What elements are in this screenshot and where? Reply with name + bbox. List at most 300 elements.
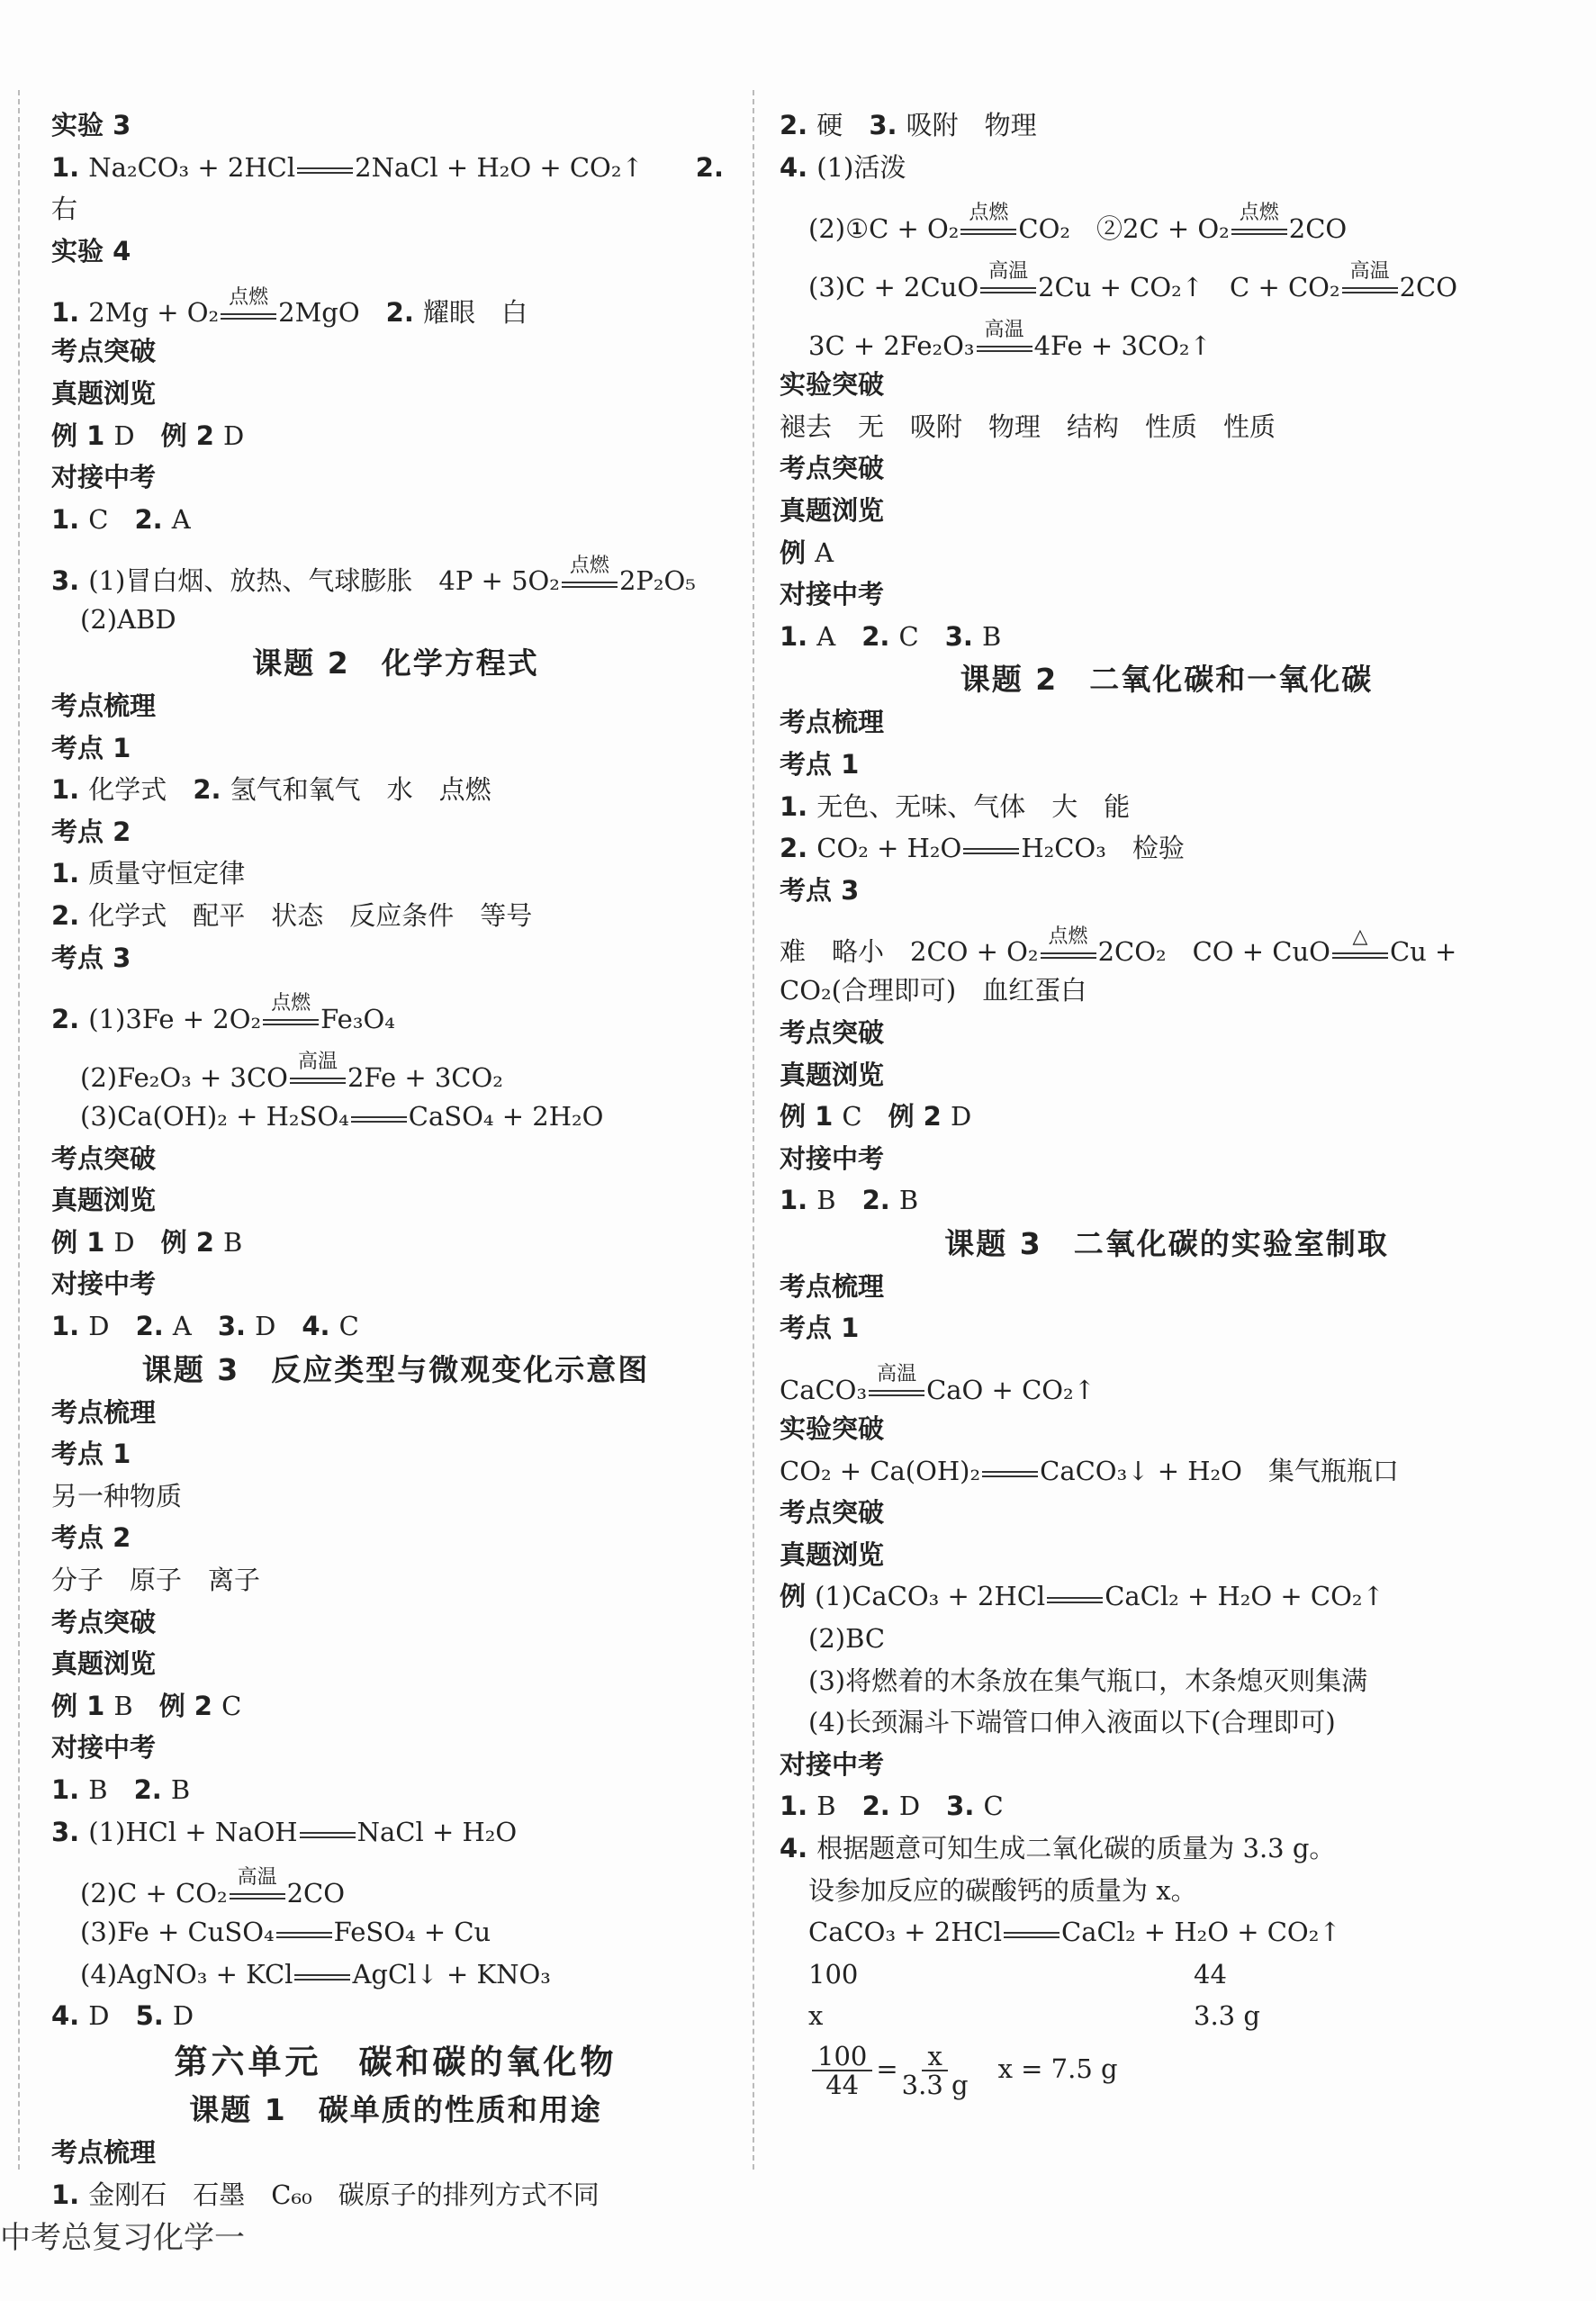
answer-text: 2CO₂ CO + CuO bbox=[1097, 936, 1330, 968]
reaction-equals-sign bbox=[228, 1866, 287, 1900]
answer-line bbox=[51, 1954, 740, 1996]
answer-text: B bbox=[816, 1791, 862, 1822]
answer-text: (1)3Fe + 2O₂ bbox=[88, 1004, 262, 1035]
section-heading: 考点梳理 bbox=[780, 707, 885, 738]
answer-text: A bbox=[172, 1311, 218, 1342]
answer-text: CaCl₂ + H₂O + CO₂↑ bbox=[1061, 1917, 1341, 1948]
answer-text: C bbox=[983, 1791, 1004, 1822]
reaction-condition: 高温 bbox=[297, 1051, 338, 1074]
double-line bbox=[351, 1116, 407, 1123]
item-number: 例 2 bbox=[158, 1690, 222, 1721]
reaction-condition: 点燃 bbox=[569, 554, 609, 577]
answer-text: 吸附 物理 bbox=[906, 110, 1037, 140]
section-heading: 考点梳理 bbox=[51, 2136, 157, 2168]
answer-text: 2MgO bbox=[278, 297, 386, 329]
reaction-condition: 高温 bbox=[1349, 260, 1390, 284]
answer-text: CaCl₂ + H₂O + CO₂↑ bbox=[1105, 1581, 1384, 1612]
lesson-title: 课题 2 化学方程式 bbox=[252, 645, 539, 681]
left-margin-dashed-line bbox=[18, 90, 20, 2170]
item-number: 2. bbox=[133, 1774, 171, 1805]
item-number: 3. bbox=[51, 565, 89, 597]
answer-text: D bbox=[255, 1311, 302, 1342]
answer-line bbox=[780, 188, 1554, 247]
answer-line bbox=[51, 895, 740, 937]
answer-text: C bbox=[338, 1311, 359, 1342]
section-heading: 真题浏览 bbox=[51, 1185, 157, 1216]
answer-line bbox=[51, 1037, 740, 1096]
item-number: 1. bbox=[51, 2179, 89, 2210]
section-heading: 实验 3 bbox=[51, 110, 131, 140]
reaction-equals-sign bbox=[295, 164, 355, 174]
item-number: 4. bbox=[302, 1311, 339, 1342]
answer-text: C bbox=[842, 1101, 888, 1132]
answer-line bbox=[51, 1475, 740, 1518]
reaction-equals-sign bbox=[349, 1114, 409, 1123]
answer-text: 2NaCl + H₂O + CO₂↑ bbox=[355, 151, 696, 183]
item-number: 2. bbox=[51, 1004, 89, 1035]
item-number: 例 1 bbox=[780, 1101, 843, 1132]
section-heading: 对接中考 bbox=[780, 1748, 885, 1780]
answer-line bbox=[51, 853, 740, 895]
answer-text: A bbox=[171, 503, 191, 535]
reaction-condition: 点燃 bbox=[969, 202, 1009, 225]
item-number: 例 bbox=[780, 1581, 816, 1612]
answer-line bbox=[780, 532, 1554, 574]
answer-line bbox=[780, 104, 1554, 147]
answer-line bbox=[51, 1096, 740, 1138]
answer-text: 4Fe + 3CO₂↑ bbox=[1033, 330, 1212, 362]
answer-text: CO₂ ②2C + O₂ bbox=[1018, 213, 1230, 245]
answer-text: D bbox=[113, 420, 161, 451]
answer-text: 2CO bbox=[1288, 213, 1348, 245]
reaction-condition: 高温 bbox=[988, 260, 1029, 284]
answer-line bbox=[780, 786, 1554, 828]
reaction-equals-sign bbox=[298, 1828, 357, 1838]
answer-text: CO₂(合理即可) 血红蛋白 bbox=[780, 975, 1087, 1006]
unit-title: 第六单元 碳和碳的氧化物 bbox=[174, 2042, 618, 2081]
answer-text: B bbox=[113, 1690, 159, 1721]
double-line bbox=[300, 1832, 356, 1838]
answer-text: D bbox=[223, 420, 245, 451]
answer-text: 2Fe + 3CO₂ bbox=[347, 1062, 503, 1094]
double-line bbox=[1332, 952, 1388, 959]
answer-text: C bbox=[221, 1690, 242, 1721]
reaction-equals-sign bbox=[978, 260, 1038, 294]
answer-text: A bbox=[816, 620, 862, 652]
lesson-title: 课题 3 二氧化碳的实验室制取 bbox=[944, 1225, 1389, 1261]
reaction-equals-sign bbox=[560, 554, 619, 588]
reaction-equals-sign bbox=[867, 1363, 926, 1397]
answer-line bbox=[51, 415, 740, 457]
answer-text: (2)BC bbox=[808, 1623, 886, 1655]
double-line bbox=[977, 346, 1032, 352]
reaction-equals-sign bbox=[288, 1051, 347, 1085]
section-heading: 对接中考 bbox=[780, 579, 885, 610]
section-heading: 真题浏览 bbox=[780, 494, 885, 526]
reaction-condition: 点燃 bbox=[229, 285, 269, 309]
numerator: 100 bbox=[812, 2043, 872, 2071]
reaction-equals-sign bbox=[219, 285, 278, 320]
double-line bbox=[963, 848, 1019, 854]
answer-text: B bbox=[898, 1185, 919, 1216]
denominator: 44 bbox=[825, 2069, 860, 2100]
answer-text: B bbox=[88, 1774, 134, 1805]
double-line bbox=[1041, 952, 1096, 959]
answer-text: Fe₃O₄ bbox=[320, 1004, 395, 1035]
answer-text: B bbox=[223, 1226, 243, 1258]
answer-text: CO₂ + H₂O bbox=[816, 833, 962, 864]
double-line bbox=[562, 582, 618, 588]
answer-text: 2P₂O₅ bbox=[618, 565, 696, 597]
item-number: 1. bbox=[51, 774, 89, 806]
double-line bbox=[294, 1974, 350, 1981]
item-number: 1. bbox=[51, 297, 89, 329]
calc-left-value: x bbox=[808, 2000, 824, 2032]
item-number: 1. bbox=[51, 503, 89, 535]
answer-line bbox=[51, 2174, 740, 2216]
answer-text: D bbox=[898, 1791, 947, 1822]
answer-line bbox=[51, 599, 740, 641]
reaction-equals-sign bbox=[1230, 202, 1289, 236]
answer-text: CaCO₃↓ + H₂O 集气瓶瓶口 bbox=[1040, 1455, 1399, 1486]
section-heading: 考点梳理 bbox=[51, 690, 157, 721]
section-heading: 真题浏览 bbox=[51, 1648, 157, 1680]
reaction-equals-sign bbox=[980, 1467, 1040, 1477]
fraction bbox=[901, 2040, 969, 2100]
answer-line bbox=[780, 1179, 1554, 1222]
section-heading: 真题浏览 bbox=[780, 1539, 885, 1570]
reaction-equals-sign bbox=[275, 1929, 334, 1939]
reaction-equals-sign bbox=[1039, 925, 1098, 959]
item-number: 3. bbox=[869, 110, 906, 140]
item-number: 3. bbox=[946, 1791, 984, 1822]
answer-text: (3)将燃着的木条放在集气瓶口，木条熄灭则集满 bbox=[808, 1665, 1368, 1696]
item-number: 1. bbox=[780, 620, 817, 652]
answer-text: D bbox=[88, 1311, 136, 1342]
section-heading: 真题浏览 bbox=[780, 1059, 885, 1090]
section-heading: 考点 3 bbox=[780, 874, 860, 906]
section-heading: 实验 4 bbox=[51, 235, 131, 266]
answer-line bbox=[780, 1450, 1554, 1493]
answer-line bbox=[780, 1911, 1554, 1954]
lesson-title: 课题 3 反应类型与微观变化示意图 bbox=[141, 1351, 650, 1387]
calc-row bbox=[780, 1995, 1554, 2037]
answer-text: C bbox=[88, 503, 135, 535]
answer-text: D bbox=[88, 2000, 136, 2032]
item-number: 4. bbox=[780, 1833, 817, 1863]
item-number: 5. bbox=[135, 2000, 173, 2032]
reaction-condition: 点燃 bbox=[271, 992, 311, 1015]
item-number: 2. bbox=[135, 1311, 173, 1342]
answer-text: (3)Fe + CuSO₄ bbox=[80, 1917, 275, 1948]
answer-text: CaCO₃ + 2HCl bbox=[808, 1917, 1003, 1948]
answer-text: (2)①C + O₂ bbox=[808, 213, 960, 245]
reaction-equals-sign bbox=[975, 319, 1034, 353]
answer-text: 2CO bbox=[1399, 272, 1457, 303]
answer-line bbox=[51, 1911, 740, 1954]
reaction-equals-sign bbox=[1330, 925, 1390, 959]
book-title-footer: 中考总复习化学一 bbox=[0, 2220, 245, 2256]
section-heading: 考点梳理 bbox=[780, 1270, 885, 1302]
section-heading: 考点突破 bbox=[51, 336, 157, 367]
answer-line bbox=[780, 1701, 1554, 1744]
item-number: 2. bbox=[51, 899, 89, 931]
answer-line bbox=[780, 1870, 1554, 1912]
answer-text: NaCl + H₂O bbox=[356, 1816, 518, 1847]
section-heading: 对接中考 bbox=[51, 1732, 157, 1764]
item-number: 1. bbox=[51, 858, 89, 889]
answer-text: 金刚石 石墨 C₆₀ 碳原子的排列方式不同 bbox=[88, 2179, 600, 2210]
reaction-equals-sign bbox=[1045, 1593, 1105, 1603]
double-line bbox=[276, 1932, 332, 1938]
section-heading: 考点 2 bbox=[51, 816, 131, 847]
item-number: 例 1 bbox=[51, 1226, 114, 1258]
answer-text: (1)CaCO₃ + 2HCl bbox=[815, 1581, 1046, 1612]
double-line bbox=[980, 287, 1036, 293]
answer-text: 氢气和氧气 水 点燃 bbox=[230, 774, 491, 806]
reaction-condition: 高温 bbox=[237, 1866, 277, 1890]
answer-text: D bbox=[950, 1101, 972, 1132]
answer-line bbox=[780, 305, 1554, 364]
section-heading: 实验突破 bbox=[780, 369, 885, 401]
answer-line bbox=[51, 1305, 740, 1348]
reaction-condition: 点燃 bbox=[1048, 925, 1088, 948]
answer-text: (1)冒白烟、放热、气球膨胀 4P + 5O₂ bbox=[88, 565, 560, 597]
answer-line bbox=[780, 1785, 1554, 1827]
double-line bbox=[297, 167, 353, 174]
item-number: 2. bbox=[861, 1791, 899, 1822]
reaction-equals-sign bbox=[959, 202, 1018, 236]
section-heading: 对接中考 bbox=[51, 1268, 157, 1300]
reaction-equals-sign bbox=[293, 1972, 352, 1981]
double-line bbox=[1231, 229, 1287, 235]
answer-text: B bbox=[170, 1774, 191, 1805]
answer-line bbox=[51, 147, 740, 230]
answer-text: 2CO bbox=[286, 1878, 346, 1909]
double-line bbox=[1047, 1597, 1103, 1603]
answer-text: 根据题意可知生成二氧化碳的质量为 3.3 g。 bbox=[816, 1833, 1336, 1863]
answer-text: CO₂ + Ca(OH)₂ bbox=[780, 1455, 981, 1486]
answer-line bbox=[51, 1685, 740, 1728]
answer-text: A bbox=[815, 537, 834, 568]
section-heading: 考点突破 bbox=[51, 1142, 157, 1174]
answer-line bbox=[780, 406, 1554, 448]
double-line bbox=[982, 1471, 1038, 1477]
answer-text: 耀眼 白 bbox=[422, 297, 527, 329]
section-heading: 考点梳理 bbox=[51, 1396, 157, 1428]
answer-text: H₂CO₃ 检验 bbox=[1021, 833, 1185, 864]
answer-line bbox=[780, 1827, 1554, 1870]
double-line bbox=[1342, 287, 1398, 293]
section-heading: 考点突破 bbox=[780, 1016, 885, 1048]
answer-text: FeSO₄ + Cu bbox=[333, 1917, 491, 1948]
answer-text: (3)Ca(OH)₂ + H₂SO₄ bbox=[80, 1101, 349, 1132]
answer-line bbox=[780, 970, 1554, 1012]
reaction-condition: 点燃 bbox=[1239, 202, 1279, 225]
section-heading: 考点 1 bbox=[780, 748, 860, 780]
item-number: 例 1 bbox=[51, 420, 114, 451]
answer-text: (4)长颈漏斗下端管口伸入液面以下(合理即可) bbox=[808, 1707, 1336, 1738]
column-divider-dashed-line bbox=[753, 90, 754, 2170]
item-number: 例 2 bbox=[160, 1226, 224, 1258]
answer-text: (3)C + 2CuO bbox=[808, 272, 979, 303]
item-number: 2. bbox=[861, 620, 899, 652]
answer-line bbox=[780, 2037, 1554, 2100]
fraction bbox=[812, 2040, 872, 2100]
answer-text: Cu + bbox=[1389, 936, 1457, 968]
answer-text: CaCO₃ bbox=[780, 1375, 868, 1406]
item-number: 例 1 bbox=[51, 1690, 114, 1721]
answer-line bbox=[780, 616, 1554, 658]
answer-text: 右 bbox=[51, 194, 78, 225]
answer-line bbox=[51, 1853, 740, 1911]
answer-line bbox=[51, 769, 740, 811]
answer-line bbox=[51, 499, 740, 541]
answer-line bbox=[51, 979, 740, 1037]
item-number: 1. bbox=[780, 1185, 817, 1216]
section-heading: 考点 1 bbox=[51, 1439, 131, 1470]
numerator: x bbox=[922, 2043, 947, 2071]
answer-text: (1)HCl + NaOH bbox=[88, 1816, 298, 1847]
item-number: 4. bbox=[780, 151, 817, 183]
item-number: 例 2 bbox=[160, 420, 224, 451]
item-number: 3. bbox=[51, 1816, 89, 1847]
answer-text: (1)活泼 bbox=[816, 151, 906, 183]
item-number: 2. bbox=[780, 110, 817, 140]
section-heading: 考点 2 bbox=[51, 1522, 131, 1554]
answer-text: CaO + CO₂↑ bbox=[926, 1375, 1096, 1406]
reaction-equals-sign bbox=[1340, 260, 1400, 294]
section-heading: 对接中考 bbox=[780, 1142, 885, 1174]
item-number: 1. bbox=[780, 790, 817, 822]
answer-text: 2Cu + CO₂↑ C + CO₂ bbox=[1038, 272, 1340, 303]
answer-text: (2)Fe₂O₃ + 3CO bbox=[80, 1062, 288, 1094]
answer-text: 化学式 bbox=[88, 774, 194, 806]
answer-text: 2Mg + O₂ bbox=[88, 297, 220, 329]
answer-text: 硬 bbox=[816, 110, 870, 140]
lesson-title: 课题 1 碳单质的性质和用途 bbox=[189, 2091, 602, 2127]
answer-line bbox=[780, 1660, 1554, 1702]
section-heading: 考点突破 bbox=[51, 1606, 157, 1638]
answer-text: (4)AgNO₃ + KCl bbox=[80, 1958, 293, 1990]
item-number: 例 2 bbox=[888, 1101, 951, 1132]
double-line bbox=[290, 1078, 346, 1084]
section-heading: 考点 3 bbox=[51, 942, 131, 973]
answer-text: Na₂CO₃ + 2HCl bbox=[88, 151, 296, 183]
answer-text: x = 7.5 g bbox=[971, 2053, 1118, 2084]
item-number: 1. bbox=[51, 1311, 89, 1342]
double-line bbox=[869, 1390, 924, 1396]
answer-text: 褪去 无 吸附 物理 结构 性质 性质 bbox=[780, 411, 1276, 442]
denominator: 3.3 g bbox=[901, 2069, 969, 2100]
item-number: 2. bbox=[861, 1185, 899, 1216]
calc-right-value: 3.3 g bbox=[1194, 2000, 1260, 2032]
reaction-equals-sign bbox=[261, 992, 320, 1026]
answer-line bbox=[51, 1995, 740, 2037]
reaction-condition: 高温 bbox=[984, 319, 1024, 342]
answer-line bbox=[780, 1349, 1554, 1408]
answer-text: AgCl↓ + KNO₃ bbox=[352, 1958, 551, 1990]
answer-line bbox=[780, 147, 1554, 189]
section-heading: 考点 1 bbox=[780, 1313, 860, 1344]
double-line bbox=[230, 1893, 285, 1899]
reaction-condition: 高温 bbox=[877, 1363, 917, 1386]
item-number: 3. bbox=[217, 1311, 256, 1342]
answer-text: 另一种物质 bbox=[51, 1480, 183, 1511]
double-line bbox=[263, 1019, 319, 1025]
double-line bbox=[221, 313, 276, 320]
reaction-condition: △ bbox=[1352, 925, 1368, 948]
answer-line bbox=[780, 827, 1554, 870]
section-heading: 实验突破 bbox=[780, 1413, 885, 1445]
lesson-title: 课题 2 二氧化碳和一氧化碳 bbox=[960, 662, 1374, 698]
item-number: 1. bbox=[51, 1774, 89, 1805]
answer-text: 化学式 配平 状态 反应条件 等号 bbox=[88, 899, 533, 931]
calc-right-value: 44 bbox=[1194, 1958, 1227, 1990]
answer-text: CaSO₄ + 2H₂O bbox=[408, 1101, 604, 1132]
item-number: 2. bbox=[780, 833, 817, 864]
answer-line bbox=[780, 911, 1554, 970]
answer-line bbox=[780, 1096, 1554, 1138]
calc-row bbox=[780, 1954, 1554, 1996]
calc-left-value: 100 bbox=[808, 1958, 859, 1990]
reaction-equals-sign bbox=[1002, 1929, 1061, 1939]
double-line bbox=[960, 229, 1016, 235]
double-line bbox=[1004, 1932, 1059, 1938]
item-number: 2. bbox=[193, 774, 230, 806]
item-number: 2. bbox=[695, 151, 724, 183]
answer-line bbox=[780, 1575, 1554, 1618]
section-heading: 考点突破 bbox=[780, 453, 885, 484]
answer-text: = bbox=[876, 2053, 898, 2084]
answer-line bbox=[51, 1769, 740, 1811]
answer-line bbox=[780, 1618, 1554, 1660]
answer-line bbox=[51, 1222, 740, 1264]
answer-text: 设参加反应的碳酸钙的质量为 x。 bbox=[808, 1874, 1197, 1906]
section-heading: 考点突破 bbox=[780, 1497, 885, 1529]
answer-line bbox=[51, 540, 740, 599]
answer-text: 难 略小 2CO + O₂ bbox=[780, 936, 1039, 968]
item-number: 例 bbox=[780, 537, 816, 568]
answer-line bbox=[51, 272, 740, 330]
answer-text: 分子 原子 离子 bbox=[51, 1565, 261, 1596]
answer-text: D bbox=[172, 2000, 194, 2032]
answer-text: B bbox=[816, 1185, 862, 1216]
section-heading: 真题浏览 bbox=[51, 377, 157, 409]
answer-text: B bbox=[982, 620, 1002, 652]
answer-line bbox=[51, 1811, 740, 1854]
answer-line bbox=[780, 247, 1554, 305]
answer-text: D bbox=[113, 1226, 161, 1258]
answer-text: (2)ABD bbox=[80, 604, 176, 636]
right-column bbox=[780, 104, 1554, 2100]
item-number: 2. bbox=[134, 503, 172, 535]
left-column bbox=[51, 104, 740, 2215]
answer-text: 无色、无味、气体 大 能 bbox=[816, 790, 1131, 822]
section-heading: 考点 1 bbox=[51, 732, 131, 763]
answer-text: 3C + 2Fe₂O₃ bbox=[808, 330, 975, 362]
answer-text: C bbox=[898, 620, 945, 652]
answer-text: 质量守恒定律 bbox=[88, 858, 246, 889]
item-number: 1. bbox=[51, 151, 89, 183]
item-number: 3. bbox=[944, 620, 983, 652]
answer-text: (2)C + CO₂ bbox=[80, 1878, 228, 1909]
reaction-equals-sign bbox=[961, 845, 1021, 855]
answer-line bbox=[51, 1559, 740, 1602]
section-heading: 对接中考 bbox=[51, 462, 157, 493]
item-number: 4. bbox=[51, 2000, 89, 2032]
item-number: 1. bbox=[780, 1791, 817, 1822]
